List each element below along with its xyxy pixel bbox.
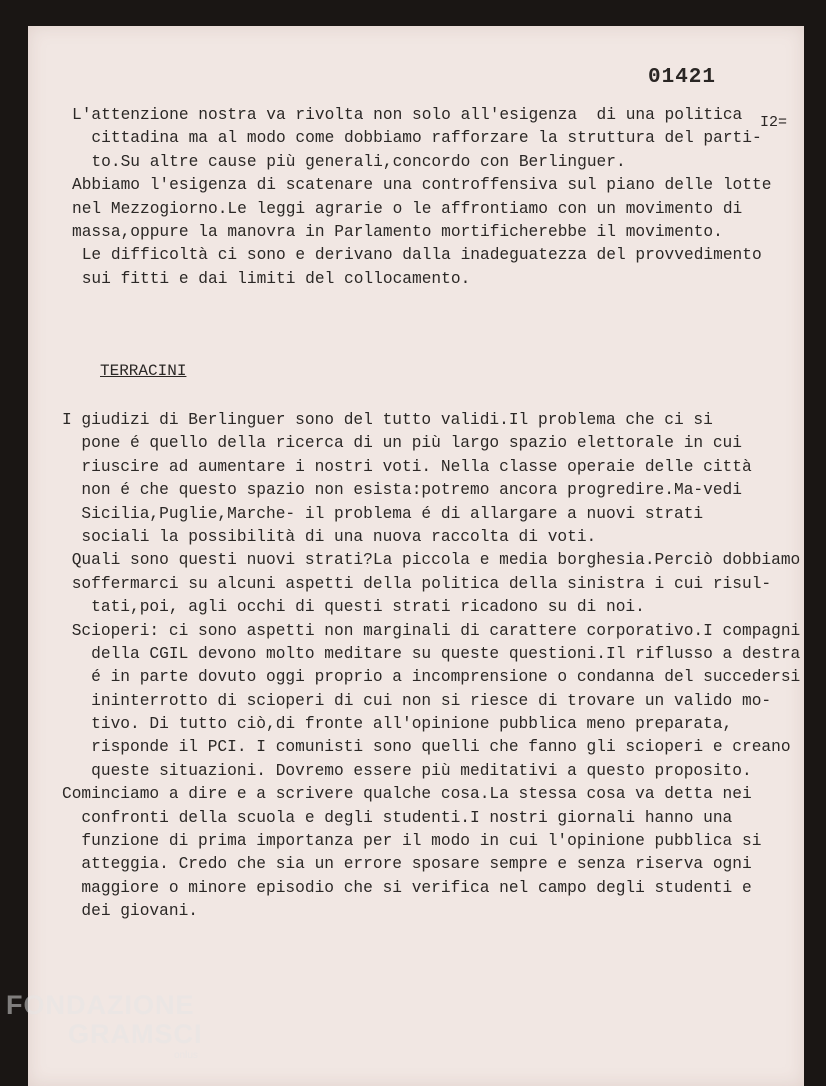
page-number: I2= [760, 114, 788, 131]
text-line: pone é quello della ricerca di un più largo spazio elettorale in cui [62, 434, 742, 453]
section-heading: TERRACINI [100, 362, 187, 380]
text-line: Cominciamo a dire e a scrivere qualche cosa.La stessa cosa va detta nei [62, 785, 752, 804]
text-line: dei giovani. [62, 902, 198, 921]
text-line: to.Su altre cause più generali,concordo con Berlinguer. [72, 152, 626, 171]
text-line: funzione di prima importanza per il modo in cui l'opinione pubblica si [62, 832, 762, 851]
paragraph-terracini [62, 409, 800, 924]
text-line: cittadina ma al modo come dobbiamo rafforzare la struttura del parti- [72, 129, 762, 148]
text-line: tati,poi, agli occhi di questi strati ricadono su di noi. [62, 598, 645, 617]
text-line: sui fitti e dai limiti del collocamento. [72, 269, 471, 288]
archive-number: 01421 [648, 66, 717, 89]
text-line: sociali la possibilità di una nuova raccolta di voti. [62, 527, 597, 546]
text-line: queste situazioni. Dovremo essere più meditativi a questo proposito. [62, 761, 752, 780]
text-line: della CGIL devono molto meditare su queste questioni.Il riflusso a destra [62, 644, 801, 663]
watermark-line-1: FONDAZIONE [6, 990, 195, 1020]
text-line: Abbiamo l'esigenza di scatenare una controffensiva sul piano delle lotte [72, 176, 772, 195]
text-line: Quali sono questi nuovi strati?La piccola e media borghesia.Perciò dobbiamo [62, 551, 801, 570]
text-line: L'attenzione nostra va rivolta non solo all'esigenza di una politica [72, 106, 743, 124]
typewritten-page [28, 26, 804, 1086]
text-line: maggiore o minore episodio che si verifica nel campo degli studenti e [62, 878, 752, 897]
text-line: nel Mezzogiorno.Le leggi agrarie o le affrontiamo con un movimento di [72, 199, 743, 218]
text-line: Sicilia,Puglie,Marche- il problema é di allargare a nuovi strati [62, 504, 704, 523]
text-line: massa,oppure la manovra in Parlamento mortificherebbe il movimento. [72, 222, 723, 241]
text-line: risponde il PCI. I comunisti sono quelli che fanno gli scioperi e creano [62, 738, 791, 757]
text-line: non é che questo spazio non esista:potremo ancora progredire.Ma-vedi [62, 481, 742, 500]
text-line: confronti della scuola e degli studenti.I nostri giornali hanno una [62, 808, 733, 827]
watermark-line-2: GRAMSCI [68, 1019, 203, 1049]
text-line: riuscire ad aumentare i nostri voti. Nella classe operaie delle città [62, 457, 752, 476]
paragraph-intro [72, 104, 771, 291]
archive-watermark [6, 990, 203, 1061]
text-line: ininterrotto di scioperi di cui non si riesce di trovare un valido mo- [62, 691, 772, 710]
text-line: atteggia. Credo che sia un errore sposare sempre e senza riserva ogni [62, 855, 752, 874]
text-line: I giudizi di Berlinguer sono del tutto validi.Il problema che ci si [62, 411, 713, 429]
text-line: Le difficoltà ci sono e derivano dalla inadeguatezza del provvedimento [72, 246, 762, 265]
text-line: Scioperi: ci sono aspetti non marginali di carattere corporativo.I compagni [62, 621, 801, 640]
watermark-suffix: onlus [174, 1050, 198, 1061]
text-line: tivo. Di tutto ciò,di fronte all'opinione pubblica meno preparata, [62, 715, 733, 734]
text-line: é in parte dovuto oggi proprio a incomprensione o condanna del succedersi [62, 668, 801, 687]
text-line: soffermarci su alcuni aspetti della politica della sinistra i cui risul- [62, 574, 772, 593]
